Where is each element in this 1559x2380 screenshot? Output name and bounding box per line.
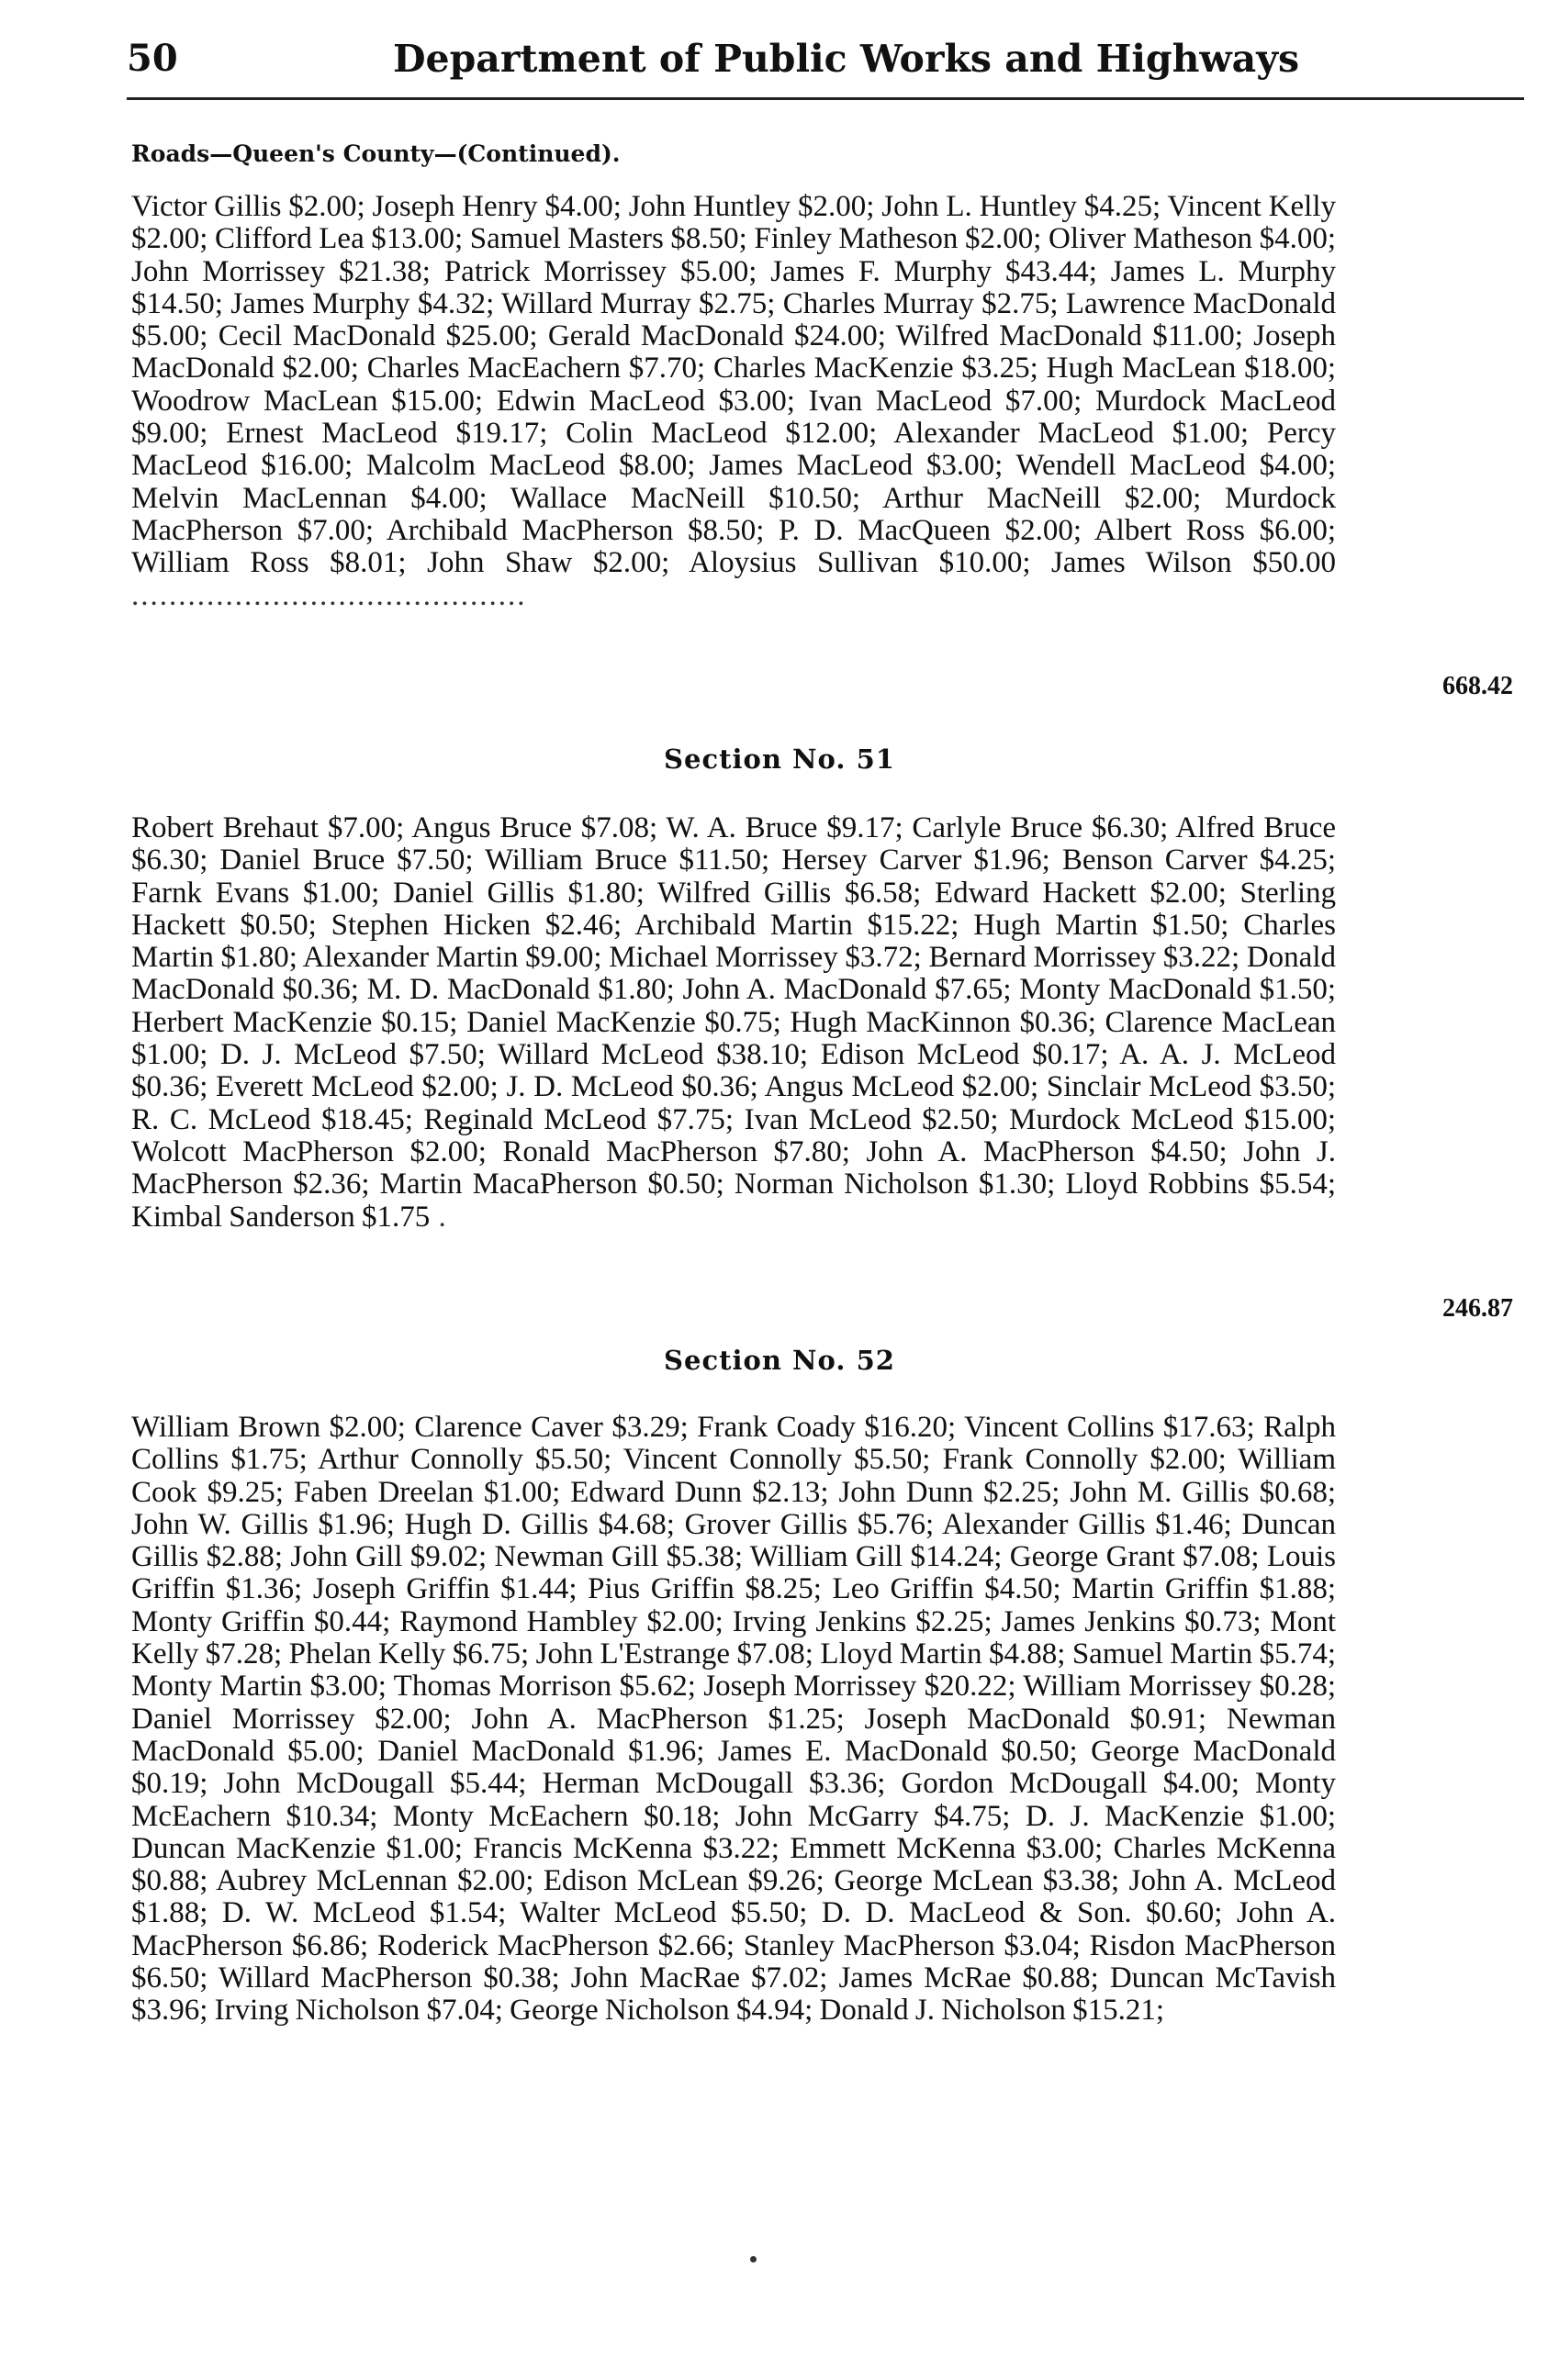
section-51-total: 246.87 — [1442, 1294, 1513, 1323]
page-number: 50 — [127, 37, 178, 80]
section-51-entries — [131, 812, 1336, 1234]
header-rule — [127, 97, 1524, 100]
continued-heading: Roads—Queen's County—(Continued). — [131, 140, 621, 167]
continued-entries — [131, 191, 1336, 612]
section-51-heading: Section No. 51 — [664, 743, 895, 775]
dot-leader: .......................................... — [131, 578, 527, 612]
section-52-heading: Section No. 52 — [664, 1345, 895, 1376]
page-header — [127, 37, 1486, 95]
continued-entries-text: Victor Gillis $2.00; Joseph Henry $4.00; John Huntley $2.00; John L. Huntley $4.25; Vincent Kelly $2.00; Clifford Lea $13.00; Samuel Masters $8.50; Finley Matheson $2.00; Oliver Matheson $4.00; John Morrissey $21.38; Patrick Morrissey $5.00; James F. Murphy $43.44; James L. Murphy $14.50; James Murphy $4.32; Willard Murray $2.75; Charles Murray $2.75; Lawrence MacDonald $5.00; Cecil MacDonald $25.00; Gerald MacDonald $24.00; Wilfred MacDonald $11.00; Joseph MacDonald $2.00; Charles MacEachern $7.70; Charles MacKenzie $3.25; Hugh MacLean $18.00; Woodrow MacLean $15.00; Edwin MacLeod $3.00; Ivan MacLeod $7.00; Murdock MacLeod $9.00; Ernest MacLeod $19.17; Colin MacLeod $12.00; Alexander MacLeod $1.00; Percy MacLeod $16.00; Malcolm MacLeod $8.00; James MacLeod $3.00; Wendell MacLeod $4.00; Melvin MacLennan $4.00; Wallace MacNeill $10.50; Arthur MacNeill $2.00; Murdock MacPherson $7.00; Archibald MacPherson $8.50; P. D. MacQueen $2.00; Albert Ross $6.00; William Ross $8.01; John Shaw $2.00; Aloysius Sullivan $10.00; James Wilson $50.00 — [131, 190, 1336, 580]
footer-mark — [750, 2256, 757, 2263]
section-52-entries — [131, 1412, 1336, 2028]
section-52-entries-text: William Brown $2.00; Clarence Caver $3.29; Frank Coady $16.20; Vincent Collins $17.63; Ralph Collins $1.75; Arthur Connolly $5.50; Vincent Connolly $5.50; Frank Connolly $2.00; William Cook $9.25; Faben Dreelan $1.00; Edward Dunn $2.13; John Dunn $2.25; John M. Gillis $0.68; John W. Gillis $1.96; Hugh D. Gillis $4.68; Grover Gillis $5.76; Alexander Gillis $1.46; Duncan Gillis $2.88; John Gill $9.02; Newman Gill $5.38; William Gill $14.24; George Grant $7.08; Louis Griffin $1.36; Joseph Griffin $1.44; Pius Griffin $8.25; Leo Griffin $4.50; Martin Griffin $1.88; Monty Griffin $0.44; Raymond Hambley $2.00; Irving Jenkins $2.25; James Jenkins $0.73; Mont Kelly $7.28; Phelan Kelly $6.75; John L'Estrange $7.08; Lloyd Martin $4.88; Samuel Martin $5.74; Monty Martin $3.00; Thomas Morrison $5.62; Joseph Morrissey $20.22; William Morrissey $0.28; Daniel Morrissey $2.00; John A. MacPherson $1.25; Joseph MacDonald $0.91; Newman MacDonald $5.00; Daniel MacDonald $1.96; James E. MacDonald $0.50; George MacDonald $0.19; John McDougall $5.44; Herman McDougall $3.36; Gordon McDougall $4.00; Monty McEachern $10.34; Monty McEachern $0.18; John McGarry $4.75; D. J. MacKenzie $1.00; Duncan MacKenzie $1.00; Francis McKenna $3.22; Emmett McKenna $3.00; Charles McKenna $0.88; Aubrey McLennan $2.00; Edison McLean $9.26; George McLean $3.38; John A. McLeod $1.88; D. W. McLeod $1.54; Walter McLeod $5.50; D. D. MacLeod & Son. $0.60; John A. MacPherson $6.86; Roderick MacPherson $2.66; Stanley MacPherson $3.04; Risdon MacPherson $6.50; Willard MacPherson $0.38; John MacRae $7.02; James McRae $0.88; Duncan McTavish $3.96; Irving Nicholson $7.04; George Nicholson $4.94; Donald J. Nicholson $15.21; — [131, 1411, 1336, 2028]
section-51-entries-text: Robert Brehaut $7.00; Angus Bruce $7.08; W. A. Bruce $9.17; Carlyle Bruce $6.30; Alfred Bruce $6.30; Daniel Bruce $7.50; William Bruce $11.50; Hersey Carver $1.96; Benson Carver $4.25; Farnk Evans $1.00; Daniel Gillis $1.80; Wilfred Gillis $6.58; Edward Hackett $2.00; Sterling Hackett $0.50; Stephen Hicken $2.46; Archibald Martin $15.22; Hugh Martin $1.50; Charles Martin $1.80; Alexander Martin $9.00; Michael Morrissey $3.72; Bernard Morrissey $3.22; Donald MacDonald $0.36; M. D. MacDonald $1.80; John A. MacDonald $7.65; Monty MacDonald $1.50; Herbert MacKenzie $0.15; Daniel MacKenzie $0.75; Hugh MacKinnon $0.36; Clarence MacLean $1.00; D. J. McLeod $7.50; Willard McLeod $38.10; Edison McLeod $0.17; A. A. J. McLeod $0.36; Everett McLeod $2.00; J. D. McLeod $0.36; Angus McLeod $2.00; Sinclair McLeod $3.50; R. C. McLeod $18.45; Reginald McLeod $7.75; Ivan McLeod $2.50; Murdock McLeod $15.00; Wolcott MacPherson $2.00; Ronald MacPherson $7.80; John A. MacPherson $4.50; John J. MacPherson $2.36; Martin MacaPherson $0.50; Norman Nicholson $1.30; Lloyd Robbins $5.54; Kimbal Sanderson $1.75 — [131, 811, 1336, 1234]
dot-leader: . — [430, 1200, 448, 1234]
running-title: Department of Public Works and Highways — [393, 37, 1300, 81]
continued-total: 668.42 — [1442, 672, 1513, 700]
